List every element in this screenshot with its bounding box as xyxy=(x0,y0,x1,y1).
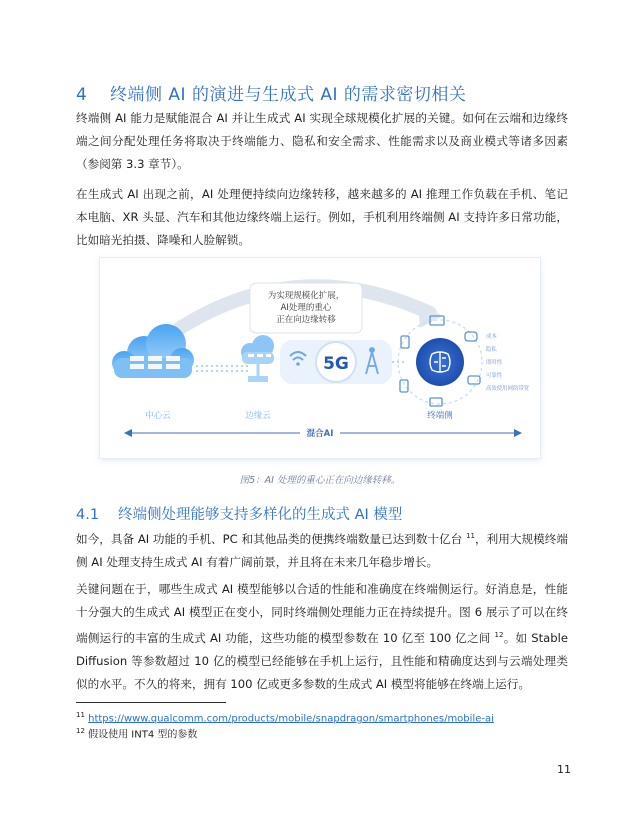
footnote-11-link[interactable]: https://www.qualcomm.com/products/mobile/snapdragon/smartphones/mobile-ai xyxy=(88,713,494,725)
device-label: 终端侧 xyxy=(427,411,453,421)
footnote-12 xyxy=(76,724,197,742)
benefit-bandwidth: 高效使用网络带宽 xyxy=(486,386,530,392)
edge-cloud-icon xyxy=(241,335,274,382)
benefit-reliability: 可靠性 xyxy=(486,373,503,379)
paragraph-1: 终端侧 AI 能力是赋能混合 AI 并让生成式 AI 实现全球规模化扩展的关键。如何在云端和边缘终端之间分配处理任务将取决于终端能力、隐私和安全需求、性能需求以及商业模式等诸多因素（参阅第 3.3 章节）。 xyxy=(76,111,568,171)
cloud-icon xyxy=(112,324,194,378)
hybrid-label: 混合AI xyxy=(306,429,334,439)
p4-text-before: 关键问题在于，哪些生成式 AI 模型能够以合适的性能和准确度在终端侧运行。好消息是，性能十分强大的生成式 AI 模型正在变小，同时终端侧处理能力正在持续提升。图 6 展示了可以在终端侧运行的丰富的生成式 AI 功能，这些功能的模型参数在 10 亿至 100 亿之间 xyxy=(76,582,568,645)
p4-text-after: 。如 Stable Diffusion 等参数超过 10 亿的模型已经能够在手机上运行，且性能和精确度达到与云端处理类似的水平。不久的将来，拥有 100 亿或更多参数的生成式 AI 模型将能够在终端上运行。 xyxy=(76,630,568,691)
p3-text-before: 如今，具备 AI 功能的手机、PC 和其他品类的便携终端数量已达到数十亿台 xyxy=(76,531,467,546)
subsection-title xyxy=(76,503,402,524)
hybrid-arrow-left xyxy=(124,429,132,437)
section-title xyxy=(76,80,466,105)
figure-edge-shift xyxy=(100,258,540,458)
figure-diagram xyxy=(100,258,540,458)
p3-text-after: ，利用大规模终端侧 AI 处理支持生成式 AI 有着广阔前景，并且将在未来几年稳步增长。 xyxy=(76,531,568,569)
subsection-title-text: 终端侧处理能够支持多样化的生成式 AI 模型 xyxy=(118,507,403,523)
paragraph-2: 在生成式 AI 出现之前，AI 处理便持续向边缘转移，越来越多的 AI 推理工作负载在手机、笔记本电脑、XR 头显、汽车和其他边缘终端上运行。例如，手机利用终端侧 AI 支持许多日常功能，比如暗光拍摄、降噪和人脸解锁。 xyxy=(76,187,568,247)
benefit-privacy: 隐私 xyxy=(486,347,497,353)
footnote-12-num: 12 xyxy=(76,727,85,735)
vr-icon xyxy=(465,332,477,341)
hybrid-arrow-right xyxy=(514,429,522,437)
paragraph-4 xyxy=(76,578,568,696)
callout-line-2: AI处理的重心 xyxy=(280,303,332,313)
footnote-ref-11[interactable]: 11 xyxy=(466,532,475,540)
subsection-number: 4.1 xyxy=(76,507,100,523)
callout-line-3: 正在向边缘转移 xyxy=(276,315,336,325)
footnote-ref-12[interactable]: 12 xyxy=(494,631,504,639)
figure-caption: 图5：AI 处理的重心正在向边缘转移。 xyxy=(239,475,401,486)
device-benefits xyxy=(486,332,530,392)
paragraph-3 xyxy=(76,525,568,574)
tablet-icon xyxy=(400,380,408,392)
page-number: 11 xyxy=(557,763,571,776)
footnote-divider xyxy=(76,702,226,703)
edge-cloud-label: 边缘云 xyxy=(245,411,271,421)
center-cloud-label: 中心云 xyxy=(145,411,171,421)
callout-line-1: 为实现规模化扩展， xyxy=(267,291,345,301)
camera-icon xyxy=(430,398,442,406)
section-number: 4 xyxy=(76,85,88,105)
benefit-latency: 即时性 xyxy=(486,360,503,366)
benefit-cost: 成本 xyxy=(486,334,497,340)
section-title-text: 终端侧 AI 的演进与生成式 AI 的需求密切相关 xyxy=(110,85,467,105)
footnote-11-num: 11 xyxy=(76,711,85,719)
footnote-12-text: 假设使用 INT4 型的参数 xyxy=(88,729,198,741)
network-label: 5G xyxy=(323,354,349,374)
